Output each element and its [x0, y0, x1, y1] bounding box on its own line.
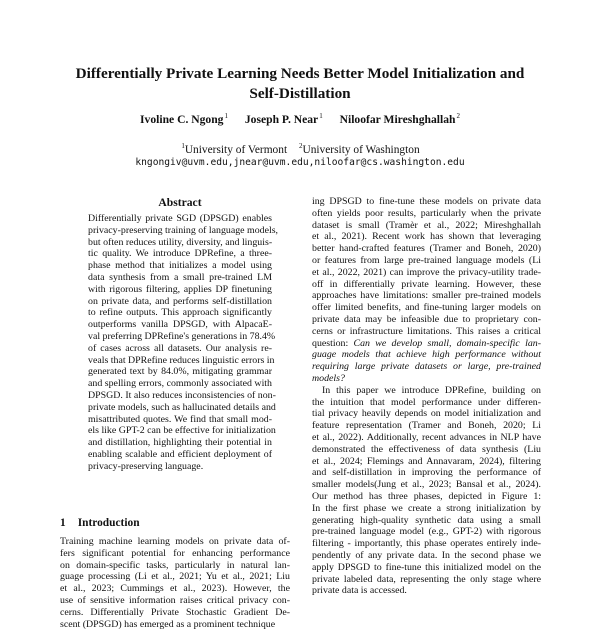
text-line: generated text by 84.0%, mitigating grammar	[88, 366, 272, 378]
text-line: tic quality. We introduce DPRefine, a three-	[88, 248, 272, 260]
text-line: Training machine learning models on private data of-	[60, 536, 290, 547]
text-line: and self-distillation in improving the performance of	[312, 467, 541, 479]
text-line: misattributed quotes. We find that small mod-	[88, 413, 272, 425]
text-line: with rigorous filtering, applies DP finetuning	[88, 283, 272, 295]
text-line: private labeled data, representing the only stage where	[312, 573, 541, 585]
text-line: enabling scalable and efficient deployment of	[88, 448, 272, 460]
text-line: but often reduces utility, diversity, and linguis-	[88, 236, 273, 248]
text-line: val preferring DPRefine's generations in 78.4%	[88, 330, 276, 342]
text-line: and spelling errors, commonly associated with	[88, 378, 272, 390]
text-line: pre-trained language model (e.g., GPT-2) with rigorous	[312, 526, 541, 538]
text-line: private data is accessed.	[312, 585, 407, 597]
text-line: often yields poor results, particularly when the private	[312, 207, 541, 219]
text-line: DPSGD. It also reduces inconsistencies of non-	[88, 389, 276, 401]
text-line: guage processing (Li et al., 2021; Yu et al., 2021; Liu	[60, 571, 290, 583]
section-number: 1	[60, 517, 66, 529]
text-line: ing DPSGD to fine-tune these models on private data	[312, 196, 541, 207]
text-line: models?	[312, 372, 345, 384]
text-line: requiring large private datasets or large, pre-trained	[312, 361, 541, 373]
text-line: In the first phase we create a strong initialization by	[312, 502, 541, 514]
author: Joseph P. Near$^1$	[244, 112, 323, 126]
text-line: et al., 2023; Cummings et al., 2023). However, the	[60, 583, 290, 595]
text-line: on domain-specific tasks, particularly in natural lan-	[60, 559, 290, 571]
text-line: demonstrated the effectiveness of data synthesis (Liu	[312, 443, 541, 455]
text-span: question:	[312, 337, 354, 349]
text-line: et al., 2022). Additionally, recent advances in NLP have	[312, 431, 541, 443]
author: Ivoline C. Ngong$^1$	[140, 112, 228, 126]
text-line	[312, 338, 541, 350]
text-line: pendently of any private data. In the second phase we	[312, 549, 541, 561]
text-line: better hand-crafted features (Tramer and Boneh, 2020)	[312, 243, 541, 255]
text-line: approaches have limitations: smaller pre-trained models	[312, 290, 541, 302]
text-line: on private data, and performs self-distillation	[88, 295, 272, 307]
text-line: phase method that initializes a model using	[88, 260, 272, 272]
affiliations	[60, 142, 540, 156]
text-line: to refine outputs. This approach significantly	[88, 307, 272, 319]
abstract-heading: Abstract	[158, 196, 202, 209]
text-line: private data may be infeasible due to proprietary con-	[312, 313, 541, 325]
text-line: or features from large pre-trained language models (Li	[312, 254, 541, 266]
text-line: of cases across all datasets. Our analysis re-	[88, 342, 272, 354]
author: Niloofar Mireshghallah$^2$	[339, 112, 460, 126]
text-line: Our method has three phases, depicted in Figure 1:	[312, 490, 541, 502]
text-line: use of sensitive information raises critical privacy con-	[60, 594, 290, 606]
text-line: In this paper we introduce DPRefine, building on	[322, 384, 541, 396]
section-title: Introduction	[77, 517, 140, 529]
text-line: et al., 2024; Flemings and Annavaram, 2024), filtering	[312, 455, 541, 467]
author-list	[60, 112, 540, 126]
text-line: et al., 2021). Recent work has shown that leveraging	[312, 231, 541, 243]
text-line: cerns or infrastructure limitations. This raises a critical	[312, 325, 541, 337]
text-line: off in differentially private learning. However, these	[312, 278, 541, 290]
text-line: outperforms vanilla DPSGD, with AlpacaE-	[88, 319, 272, 331]
affiliation: $^2$University of Washington	[298, 142, 420, 156]
text-line: et al., 2022, 2021) can improve the privacy-utility trade-	[312, 266, 541, 278]
text-line: fers significant potential for enhancing performance	[60, 547, 290, 559]
text-line: feature representation (Tramer and Boneh, 2020; Li	[312, 420, 541, 432]
text-line: els like GPT-2 can be effective for initialization	[88, 425, 276, 437]
text-line: Differentially private SGD (DPSGD) enables	[88, 213, 272, 224]
abstract-body	[88, 213, 279, 473]
text-line: cerns. Differentially Private Stochastic Gradient De-	[60, 606, 290, 618]
paper-title	[60, 64, 540, 104]
affiliation: $^1$University of Vermont	[181, 142, 288, 156]
author-emails: kngongiv@uvm.edu,jnear@uvm.edu,niloofar@cs.washington.edu	[135, 157, 465, 168]
text-line: generating high-quality synthetic data using a small	[312, 514, 541, 526]
text-line: privacy-preserving training of language models,	[88, 224, 279, 236]
title-line-1: Differentially Private Learning Needs Better Model Initialization and	[75, 65, 525, 82]
text-line: data synthesis from a small pre-trained LM	[88, 271, 272, 283]
text-line: tial privacy heavily depends on model initialization and	[312, 408, 541, 420]
text-line: veals that DPRefine reduces linguistic errors in	[88, 354, 275, 366]
text-line: the intuition that model performance under differen-	[312, 396, 541, 408]
text-line: filtering - importantly, this phase operates entirely inde-	[312, 538, 541, 550]
introduction-body	[60, 536, 290, 630]
text-line: private models, such as hallucinated details and	[88, 401, 276, 413]
text-line: smaller models(Jung et al., 2023; Bansal et al., 2024).	[312, 479, 541, 491]
right-column-body	[312, 196, 541, 597]
title-line-2: Self-Distillation	[249, 85, 351, 102]
section-heading	[60, 517, 140, 529]
text-line: and distillation, highlighting their potential in	[88, 437, 272, 449]
italic-span: Can we develop small, domain-specific lan-	[353, 337, 541, 349]
text-line: guage models that achieve high performance without	[312, 349, 541, 361]
text-line: privacy-preserving language.	[88, 460, 204, 472]
text-line: dataset is small (Tramèr et al., 2022; Mireshghallah	[312, 219, 541, 231]
text-line: offer limited benefits, and fine-tuning larger models on	[312, 302, 541, 314]
text-line: apply DPSGD to fine-tune this initialized model on the	[312, 561, 541, 573]
text-line: scent (DPSGD) has emerged as a prominent technique	[60, 618, 276, 630]
